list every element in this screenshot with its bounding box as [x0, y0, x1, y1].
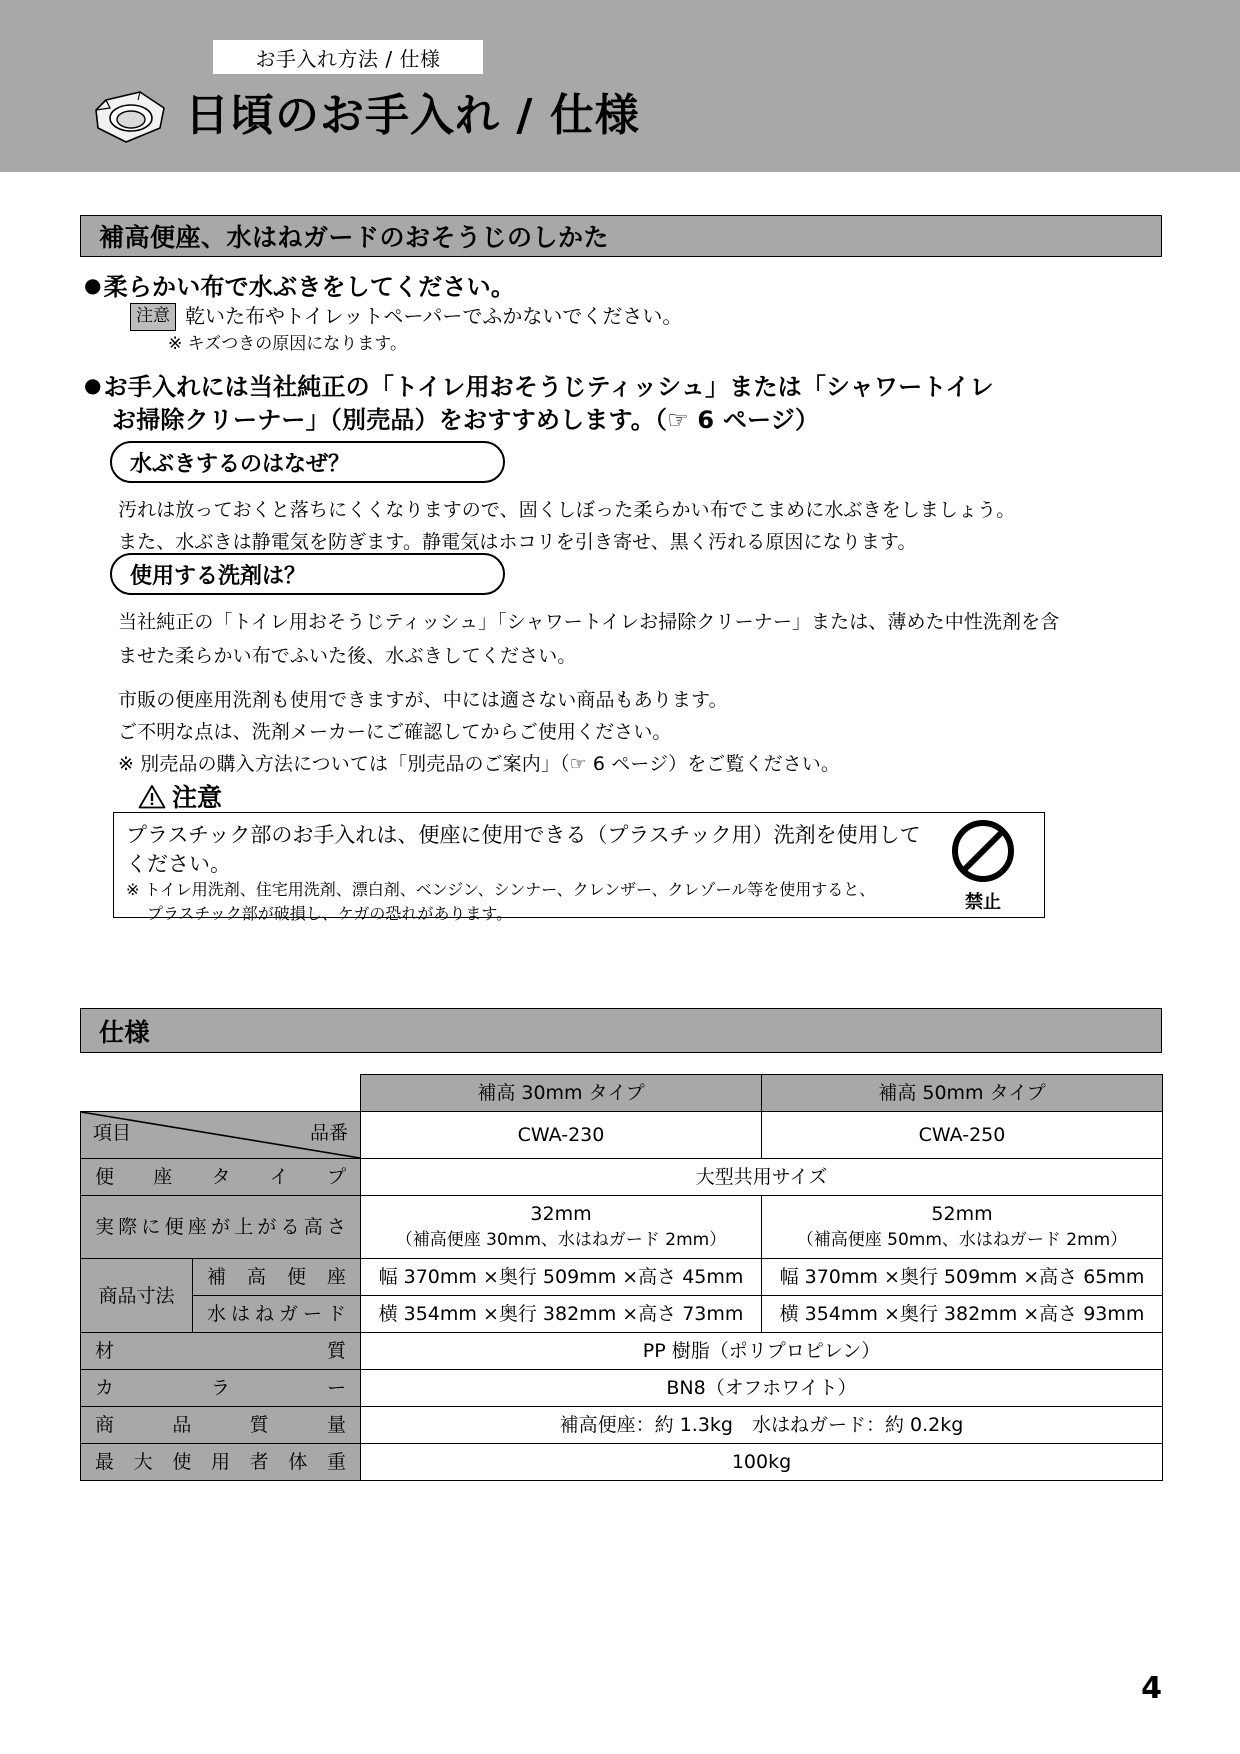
table-row-max-user-weight	[81, 1444, 1163, 1481]
table-cell-dim-seat-230: 幅 370mm ×奥行 509mm ×高さ 45mm	[361, 1259, 762, 1296]
table-cell-model-250: CWA-250	[762, 1112, 1163, 1159]
bullet-item-genuine-cleaner-line1: お手入れには当社純正の「トイレ用おそうじティッシュ」または「シャワートイレ	[103, 373, 994, 401]
bullet-dot-icon: ●	[84, 273, 102, 297]
caution-note-line2: プラスチック部が破損し、ケガの恐れがあります。	[147, 904, 513, 923]
section-title-spec: 仕様	[99, 1017, 151, 1047]
qa-pill-which-detergent	[110, 553, 505, 595]
table-cell-dim-guard-230: 横 354mm ×奥行 382mm ×高さ 73mm	[361, 1296, 762, 1333]
table-row-model-number	[81, 1112, 1163, 1159]
table-cell-item-model-diagonal	[81, 1112, 361, 1159]
qa1-line-1: 汚れは放っておくと落ちにくくなりますので、固くしぼった柔らかい布でこまめに水ぶきをしましょう。	[118, 499, 1016, 521]
table-cell-empty-corner	[81, 1075, 361, 1112]
table-cell-seat-type-value: 大型共用サイズ	[361, 1159, 1163, 1196]
caution-main-text	[126, 821, 921, 879]
actual-height-230-main: 32mm	[530, 1203, 592, 1225]
caution-heading-label: 注意	[172, 783, 223, 812]
table-row-col-headers	[81, 1075, 1163, 1112]
bullet-item-soft-cloth-label: 柔らかい布で水ぶきをしてください。	[103, 273, 516, 301]
caution-main-line1: プラスチック部のお手入れは、便座に使用できる（プラスチック用）洗剤を使用して	[126, 823, 921, 847]
table-row-dimensions-guard	[81, 1296, 1163, 1333]
page-title: 日頃のお手入れ / 仕様	[185, 90, 640, 141]
note-badge: 注意	[130, 303, 176, 331]
table-row-color	[81, 1370, 1163, 1407]
table-cell-actual-height-230	[361, 1196, 762, 1259]
qa1-line-2: また、水ぶきは静電気を防ぎます。静電気はホコリを引き寄せ、黒く汚れる原因になります。	[118, 531, 917, 553]
table-row-dimensions-seat	[81, 1259, 1163, 1296]
table-row-actual-height	[81, 1196, 1163, 1259]
bullet-item-genuine-cleaner	[84, 368, 994, 404]
table-cell-weight-value: 補高便座：約 1.3kg 水はねガード：約 0.2kg	[361, 1407, 1163, 1444]
table-rowhead-material: 材質	[81, 1333, 361, 1370]
qa2-line-2: ませた柔らかい布でふいた後、水ぶきしてください。	[118, 645, 577, 667]
prohibition-block	[940, 819, 1026, 914]
caution-box	[113, 812, 1045, 923]
section-bar-cleaning	[80, 215, 1162, 257]
table-cell-max-user-weight-value: 100kg	[361, 1444, 1163, 1481]
caution-heading	[138, 778, 222, 814]
table-row-seat-type	[81, 1159, 1163, 1196]
page-header-banner	[0, 0, 1240, 172]
qa2-line-3: 市販の便座用洗剤も使用できますが、中には適さない商品もあります。	[118, 689, 728, 711]
table-corner-label-item: 項目	[93, 1122, 132, 1144]
note-text: 乾いた布やトイレットペーパーでふかないでください。	[185, 304, 683, 328]
table-rowhead-seat-type: 便座タイプ	[81, 1159, 361, 1196]
section-title-cleaning: 補高便座、水はねガードのおそうじのしかた	[99, 223, 610, 252]
bullet-item-soft-cloth	[84, 268, 515, 304]
toilet-seat-icon	[88, 88, 170, 146]
table-corner-label-model: 品番	[309, 1122, 348, 1144]
table-cell-material-value: PP 樹脂（ポリプロピレン）	[361, 1333, 1163, 1370]
actual-height-230-sub: （補高便座 30mm、水はねガード 2mm）	[395, 1230, 727, 1250]
table-cell-model-230: CWA-230	[361, 1112, 762, 1159]
header-tab-label: お手入れ方法 / 仕様	[255, 46, 441, 71]
table-rowhead-dimensions-seat: 補高便座	[193, 1259, 361, 1296]
bullet-item-genuine-cleaner-line2: お掃除クリーナー」（別売品）をおすすめします。（☞ 6 ページ）	[112, 406, 820, 434]
warning-triangle-icon	[138, 784, 166, 809]
table-rowhead-dimensions-guard: 水はねガード	[193, 1296, 361, 1333]
actual-height-250-sub: （補高便座 50mm、水はねガード 2mm）	[796, 1230, 1128, 1250]
qa2-line-1: 当社純正の「トイレ用おそうじティッシュ」「シャワートイレお掃除クリーナー」または、薄めた中性洗剤を含	[118, 611, 1060, 633]
caution-main-line2: ください。	[126, 852, 231, 876]
table-rowhead-max-user-weight: 最大使用者体重	[81, 1444, 361, 1481]
qa-pill-why-water-wipe-label: 水ぶきするのはなぜ？	[130, 451, 351, 477]
header-tab	[213, 40, 483, 74]
section-bar-spec	[80, 1008, 1162, 1053]
qa-pill-which-detergent-label: 使用する洗剤は？	[130, 563, 307, 589]
table-cell-actual-height-250	[762, 1196, 1163, 1259]
prohibition-label: 禁止	[965, 892, 1001, 913]
table-col-header-30mm: 補高 30mm タイプ	[361, 1075, 762, 1112]
note-subtext: ※ キズつきの原因になります。	[168, 334, 407, 354]
table-cell-dim-guard-250: 横 354mm ×奥行 382mm ×高さ 93mm	[762, 1296, 1163, 1333]
table-rowhead-weight: 商品質量	[81, 1407, 361, 1444]
table-row-weight	[81, 1407, 1163, 1444]
caution-note-line1: ※ トイレ用洗剤、住宅用洗剤、漂白剤、ベンジン、シンナー、クレンザー、クレゾール等を使用すると、	[126, 880, 876, 899]
prohibition-icon	[951, 868, 1015, 887]
qa2-line-4: ご不明な点は、洗剤メーカーにご確認してからご使用ください。	[118, 721, 672, 743]
note-row-dry-cloth	[130, 303, 682, 331]
table-rowhead-color: カラー	[81, 1370, 361, 1407]
actual-height-250-main: 52mm	[931, 1203, 993, 1225]
qa2-line-5: ※ 別売品の購入方法については「別売品のご案内」（☞ 6 ページ）をご覧ください。	[118, 753, 841, 775]
table-cell-color-value: BN8（オフホワイト）	[361, 1370, 1163, 1407]
table-rowhead-dimensions: 商品寸法	[81, 1259, 193, 1333]
qa-pill-why-water-wipe	[110, 441, 505, 483]
page-number: 4	[1141, 1671, 1162, 1706]
table-col-header-50mm: 補高 50mm タイプ	[762, 1075, 1163, 1112]
bullet-dot-icon: ●	[84, 373, 102, 397]
spec-table	[80, 1074, 1163, 1481]
table-row-material	[81, 1333, 1163, 1370]
table-rowhead-actual-height: 実際に便座が上がる高さ	[81, 1196, 361, 1259]
table-cell-dim-seat-250: 幅 370mm ×奥行 509mm ×高さ 65mm	[762, 1259, 1163, 1296]
